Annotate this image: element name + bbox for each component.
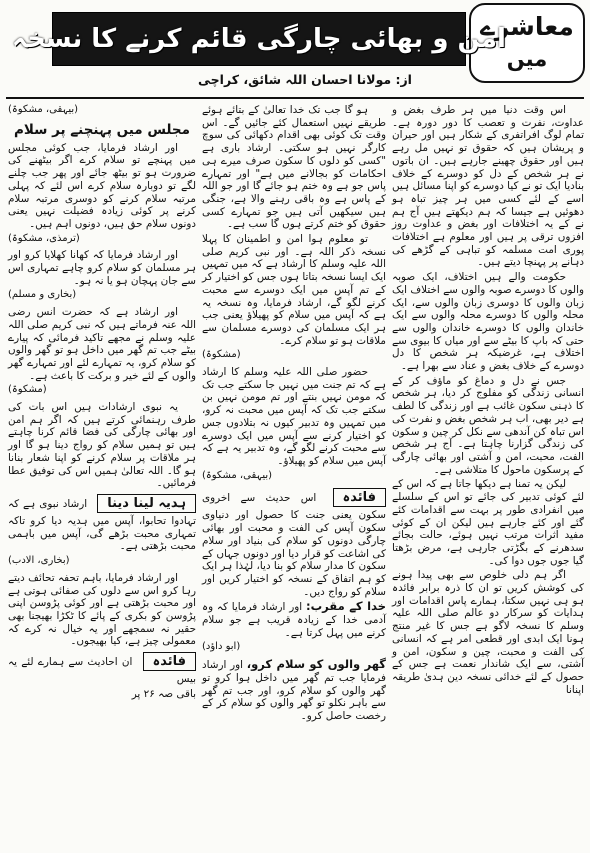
paragraph-text: ان احادیث سے ہمارے لئے یہ بیس: [8, 656, 196, 686]
citation: (مشکوۃ): [8, 384, 47, 396]
inline-subheading: گھر والوں کو سلام کرو،: [246, 657, 386, 672]
lead-paragraph: [202, 658, 386, 723]
section-heading: مجلس میں پہنچنے پر سلام: [13, 121, 191, 138]
paragraph-text: اور ارشاد فرمایا جب تم گھر میں داخل ہوا کرو تو گھر والوں کو سلام کرو، اور جب تم گھر سے باہر نکلو تو گھر والوں کو سلام کر کے رخصت حاصل کرو۔: [202, 659, 386, 722]
author-byline: از: مولانا احسان اللہ شائق، کراچی: [198, 72, 412, 87]
column-middle: [202, 104, 386, 848]
paragraph: اور ارشاد فرمایا، باہم تحفہ تحائف دیتے رہا کرو اس سے دلوں کی صفائی ہوتی ہے اور محبت بڑھتی ہے اور کوئی پڑوسن اپنی پڑوسن کو بکری کے پائے کا ٹکڑا بھیجنا بھی حقیر نہ سمجھے اور یہ خیال نہ کرے کہ معمولی چیز ہے، کیا بھیجوں۔: [8, 571, 196, 648]
header-divider: [6, 97, 584, 99]
title-box-line1: معاشرے: [480, 12, 574, 41]
column-right: [392, 104, 584, 848]
lead-paragraph: [202, 600, 386, 639]
paragraph: لیکن یہ تمنا ہے دیکھا جاتا ہے کہ اس کے لئے کوئی تدبیر کی جائے تو اس کے سلسلے میں انفرادی طور پر بہت سے اقدامات کئے گئے اور کئے جارہے ہیں لیکن ان کے کوئی مفید اثرات مرتب نہیں ہوئے، حالت بجائے سدھرنے کے بگڑتی جارہی ہے، مرض بڑھتا گیا جوں جوں دوا کی۔: [392, 478, 584, 567]
paragraph-text: اور ارشاد فرمایا کہ وہ آدمی خدا کے زیادہ قریب ہے جو سلام کرنے میں پہل کرتا ہے۔: [202, 601, 386, 639]
headline-banner: [12, 12, 506, 66]
paragraph: یہ نبوی ارشادات ہیں اس بات کی طرف رہنمائی کرتے ہیں کہ اگر ہم امن اور بھائی چارگی کی فضا قائم کرنا چاہتے ہیں تو ہمیں سلام کو رواج دینا ہو گا اور ہر ملاقات پر سلام کرنے کو اپنا شعار بنانا ہو گا۔ اللہ تعالیٰ ہمیں اس کی توفیق عطا فرمائیں۔: [8, 401, 196, 490]
paragraph: اور ارشاد فرمایا کہ کھانا کھلایا کرو اور ہر مسلمان کو سلام کرو چاہے تمہاری اس سے جان پہچان ہو یا نہ ہو۔: [8, 249, 196, 287]
boxed-paragraph: [8, 492, 196, 553]
inline-subheading: خدا کے مقرب:: [305, 599, 386, 614]
boxed-subheading: فائدہ: [333, 488, 386, 507]
citation: (ترمذی، مشکوۃ): [8, 232, 80, 244]
boxed-subheading: فائدہ: [143, 652, 196, 671]
citation: (ابو داؤد): [202, 641, 241, 653]
continued-note: باقی صہ ۲۶ پر: [131, 687, 196, 700]
boxed-paragraph: [202, 486, 386, 598]
citation: (بخاری، الادب): [8, 555, 70, 567]
headline-text: امن و بھائی چارگی قائم کرنے کا نسخہ: [12, 24, 506, 54]
paragraph: جس نے دل و دماغ کو ماؤف کر کے انسانی زندگی کو مفلوج کر دیا، ہر شخص کا ذہنی سکون غائب ہے اور زندگی کا لطف ہے دیر بھی، اب ہر شخص بغض و نفرت کی اس تباہ کن آندھی سے نکل کر چین و سکون کی زندگی گزارنا چاہتا ہے۔ آج ہر شخص الفت، محبت، امن و آشتی اور بھائی چارگی کے پرسکون ماحول کا متلاشی ہے۔: [392, 374, 584, 476]
citation: (بیہقی، مشکوۃ): [202, 469, 273, 481]
column-left: [8, 104, 196, 848]
paragraph: ہو گا جب تک خدا تعالیٰ کے بتائے ہوئے طریقے نہیں استعمال کئے جائیں گے۔ اس وقت تک کوئی بھی اقدام دکھائی کی سوچ کارگر نہیں ہو سکتی۔ ارشاد باری ہے "کسی کو دلوں کا سکون صرف میرے ہی احکامات کو بجالانے میں ہے" اور تمہارے پاس جو ہے وہ ختم ہو جائے گا اور جو اللہ کے پاس ہے وہ باقی رہنے والا ہے، جنگی ہیں سیکھیں آتی ہیں جو تمہارے کسی حقوق کو ختم کرتے ہوں گا سب ہے۔: [202, 104, 386, 231]
paragraph: اور ارشاد فرمایا، جب کوئی مجلس میں پہنچے تو سلام کرے اگر بیٹھنے کی ضرورت ہو تو بیٹھ جائے اور پھر جب چلنے لگے تو دوبارہ سلام کرے اس لئے کہ پہلی مرتبہ سلام کرنے کو دوسری مرتبہ سلام کرنے پر کوئی زیادہ فضیلت نہیں یعنی دونوں سلام حق ہیں، دونوں اہم ہیں۔: [8, 141, 196, 230]
boxed-subheading: ہدیہ لینا دینا: [97, 494, 196, 513]
paragraph-text: ارشاد نبوی ہے کہ تہادوا تحابوا، آپس میں ہدیہ دیا کرو تاکہ تمہاری محبت بڑھے گی، آپس میں باہمی محبت بڑھتی ہے۔: [8, 497, 196, 553]
title-box-line2: میں: [506, 47, 548, 71]
paragraph: اس وقت دنیا میں ہر طرف بغض و عداوت، نفرت و تعصب کا دور دورہ ہے۔ تمام لوگ افراتفری کے شکار ہیں اور حیران و پریشان ہیں کہ حقوق تو نہیں مل رہے ہیں اور حقوق چھینے جارہے ہیں۔ ان باتوں نے ہر شخص کے دل کو دوسرے کے خلاف بنادیا ایک تو نے کیا دوسرے کو اپنا مسائل ہیں اسے کے لئے کسی میں ہر چیز تباہ ہو دھوئیں ہے جیسا کہ ہم دیکھتے ہیں آج ہم نے کے یہ اختلافات اور بغض و عداوت روز افزوں ترقی پر ہیں اور معلوم ہے اختلافات پوری امت مسلمہ کو تباہی کے گڑھے کی دہانے پر پہنچا دیتے ہیں۔: [392, 104, 584, 269]
citation: (بیہقی، مشکوۃ): [8, 104, 79, 115]
citation: (مشکوۃ): [202, 349, 241, 361]
paragraph-text: اس حدیث سے اخروی سکون یعنی جنت کا حصول اور دنیاوی سکون آپس کی الفت و محبت اور بھائی چارگی دونوں کو سلام کی بنیاد اور سلام کی اشاعت کو قرار دیا اور دونوں جہاں کے سکون کا مدار سلام کو بنا دیا، لہٰذا ہر ایک کو ہم اتفاق کے نسخہ کو اختیار کریں اور سلام کو رواج دیں۔: [202, 492, 386, 598]
paragraph: حکومت والے ہیں اختلاف، ایک صوبہ والوں کا دوسرے صوبہ والوں سے اختلاف ایک زبان والوں کا دوسری زبان والوں سے، ایک محلہ والوں کا دوسرے محلہ والوں سے ایک خاندان والوں کا دوسرے خاندان والوں سے حتی کہ باپ کا بیٹے سے اور میاں کا بیوی سے اختلاف ہے، غرضیکہ ہر شخص کا دل دوسرے کے خلاف بغض و عناد سے بھرا ہے۔: [391, 271, 584, 373]
paragraph: اور ارشاد ہے کہ حضرت انس رضی اللہ عنہ فرماتے ہیں کہ نبی کریم صلی اللہ علیہ وسلم نے مجھے تاکید فرمائی کہ پیارے بیٹے جب تم گھر میں داخل ہو تو گھر والوں کو سلام کرو، یہ تمہارے لئے اور تمہارے گھر والوں کے لئے خیر و برکت کا باعث ہے۔: [8, 306, 196, 382]
paragraph: حضور صلی اللہ علیہ وسلم کا ارشاد ہے کہ تم جنت میں نہیں جا سکتے جب تک کہ مومن نہیں بنتے اور تم مومن نہیں بن سکتے جب تک کہ آپس میں محبت نہ کرو، میں تمہیں وہ تدبیر کیوں نہ بتلادوں جس کو اختیار کرنے سے آپس میں ایک دوسرے سے محبت کرنے لگو گے، وہ تدبیر یہ ہے کہ آپس میں سلام کو پھیلاؤ۔: [202, 366, 386, 467]
paragraph: تو معلوم ہوا امن و اطمینان کا پہلا نسخہ ذکر اللہ ہے۔ اور نبی کریم صلی اللہ علیہ وسلم کا ارشاد ہے کہ میں تمہیں ایک ایسا نسخہ بتاتا ہوں جس کو اختیار کر کے تم آپس میں ایک دوسرے سے محبت کرنے لگو گے، ارشاد فرمایا، وہ نسخہ یہ ہے کہ آپس میں سلام کو پھیلاؤ یعنی جب ہر ایک مسلمان کی دوسرے مسلمان سے ملاقات ہو تو سلام کرے۔: [202, 233, 386, 347]
paragraph: اگر ہم دلی خلوص سے بھی پیدا ہونے کی کوشش کریں تو ان کا ذرہ برابر فائدہ ہو ہی نہیں سکتا، ہمارے پاس اقدامات اور ہدایات کو سرکار دو عالم صلی اللہ علیہ وسلم کا نسخہ لاگو ہے جس کا غیر منتج ہونا ایک ابدی اور قطعی امر ہے کہ انسانی کی الفت و محبت، چین و سکون، امن و آشتی، سے ایک شاندار نعمت ہے جس کے حصول کے لئے خدائی نسخہ دین ہدیٰ طریقہ اپنانا: [392, 569, 584, 696]
citation: (بخاری و مسلم): [8, 289, 77, 301]
boxed-paragraph: [8, 650, 196, 686]
